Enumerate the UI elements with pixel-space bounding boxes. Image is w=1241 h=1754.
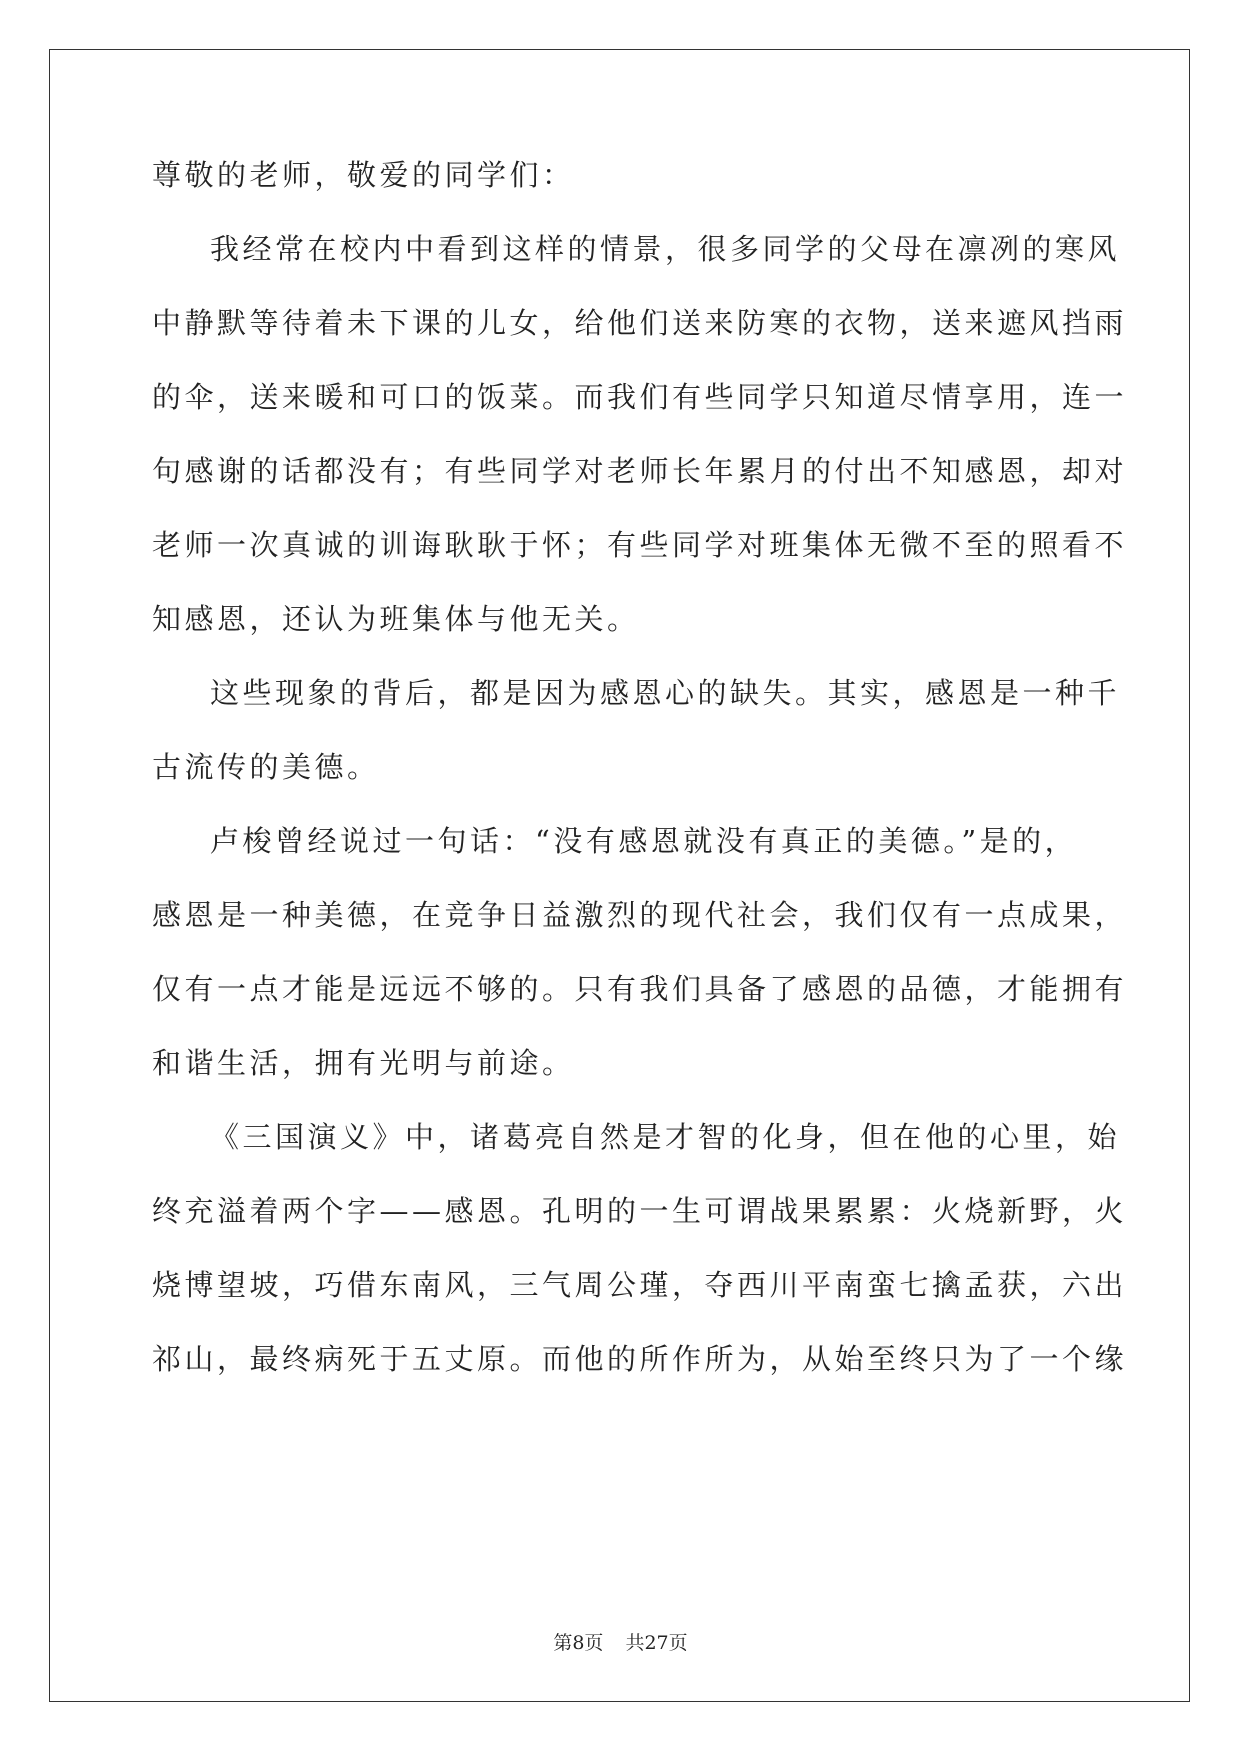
text-line: 烧博望坡，巧借东南风，三气周公瑾，夺西川平南蛮七擒孟获，六出 [152, 1268, 1128, 1302]
text-line: 祁山，最终病死于五丈原。而他的所作所为，从始至终只为了一个缘 [152, 1342, 1128, 1376]
text-line: 中静默等待着未下课的儿女，给他们送来防寒的衣物，送来遮风挡雨 [152, 306, 1128, 340]
page-border [49, 49, 1190, 1702]
text-line: 《三国演义》中，诸葛亮自然是才智的化身，但在他的心里，始 [210, 1120, 1121, 1154]
page-footer [0, 1628, 1241, 1655]
text-line: 这些现象的背后，都是因为感恩心的缺失。其实，感恩是一种千 [210, 676, 1121, 710]
text-line: 我经常在校内中看到这样的情景，很多同学的父母在凛冽的寒风 [210, 232, 1121, 266]
text-line: 的伞，送来暖和可口的饭菜。而我们有些同学只知道尽情享用，连一 [152, 380, 1128, 414]
text-line: 终充溢着两个字——感恩。孔明的一生可谓战果累累：火烧新野，火 [152, 1194, 1128, 1228]
text-line: 尊敬的老师，敬爱的同学们： [152, 158, 575, 192]
text-line: 卢梭曾经说过一句话：“没有感恩就没有真正的美德。”是的， [210, 824, 1078, 858]
text-line: 和谐生活，拥有光明与前途。 [152, 1046, 575, 1080]
text-line: 句感谢的话都没有；有些同学对老师长年累月的付出不知感恩，却对 [152, 454, 1128, 488]
text-line: 知感恩，还认为班集体与他无关。 [152, 602, 640, 636]
text-line: 老师一次真诚的训诲耿耿于怀；有些同学对班集体无微不至的照看不 [152, 528, 1128, 562]
text-line: 古流传的美德。 [152, 750, 380, 784]
text-line: 仅有一点才能是远远不够的。只有我们具备了感恩的品德，才能拥有 [152, 972, 1128, 1006]
page-number: 第8页 [553, 1632, 604, 1654]
text-line: 感恩是一种美德，在竞争日益激烈的现代社会，我们仅有一点成果， [152, 898, 1128, 932]
page-total: 共27页 [625, 1632, 688, 1654]
